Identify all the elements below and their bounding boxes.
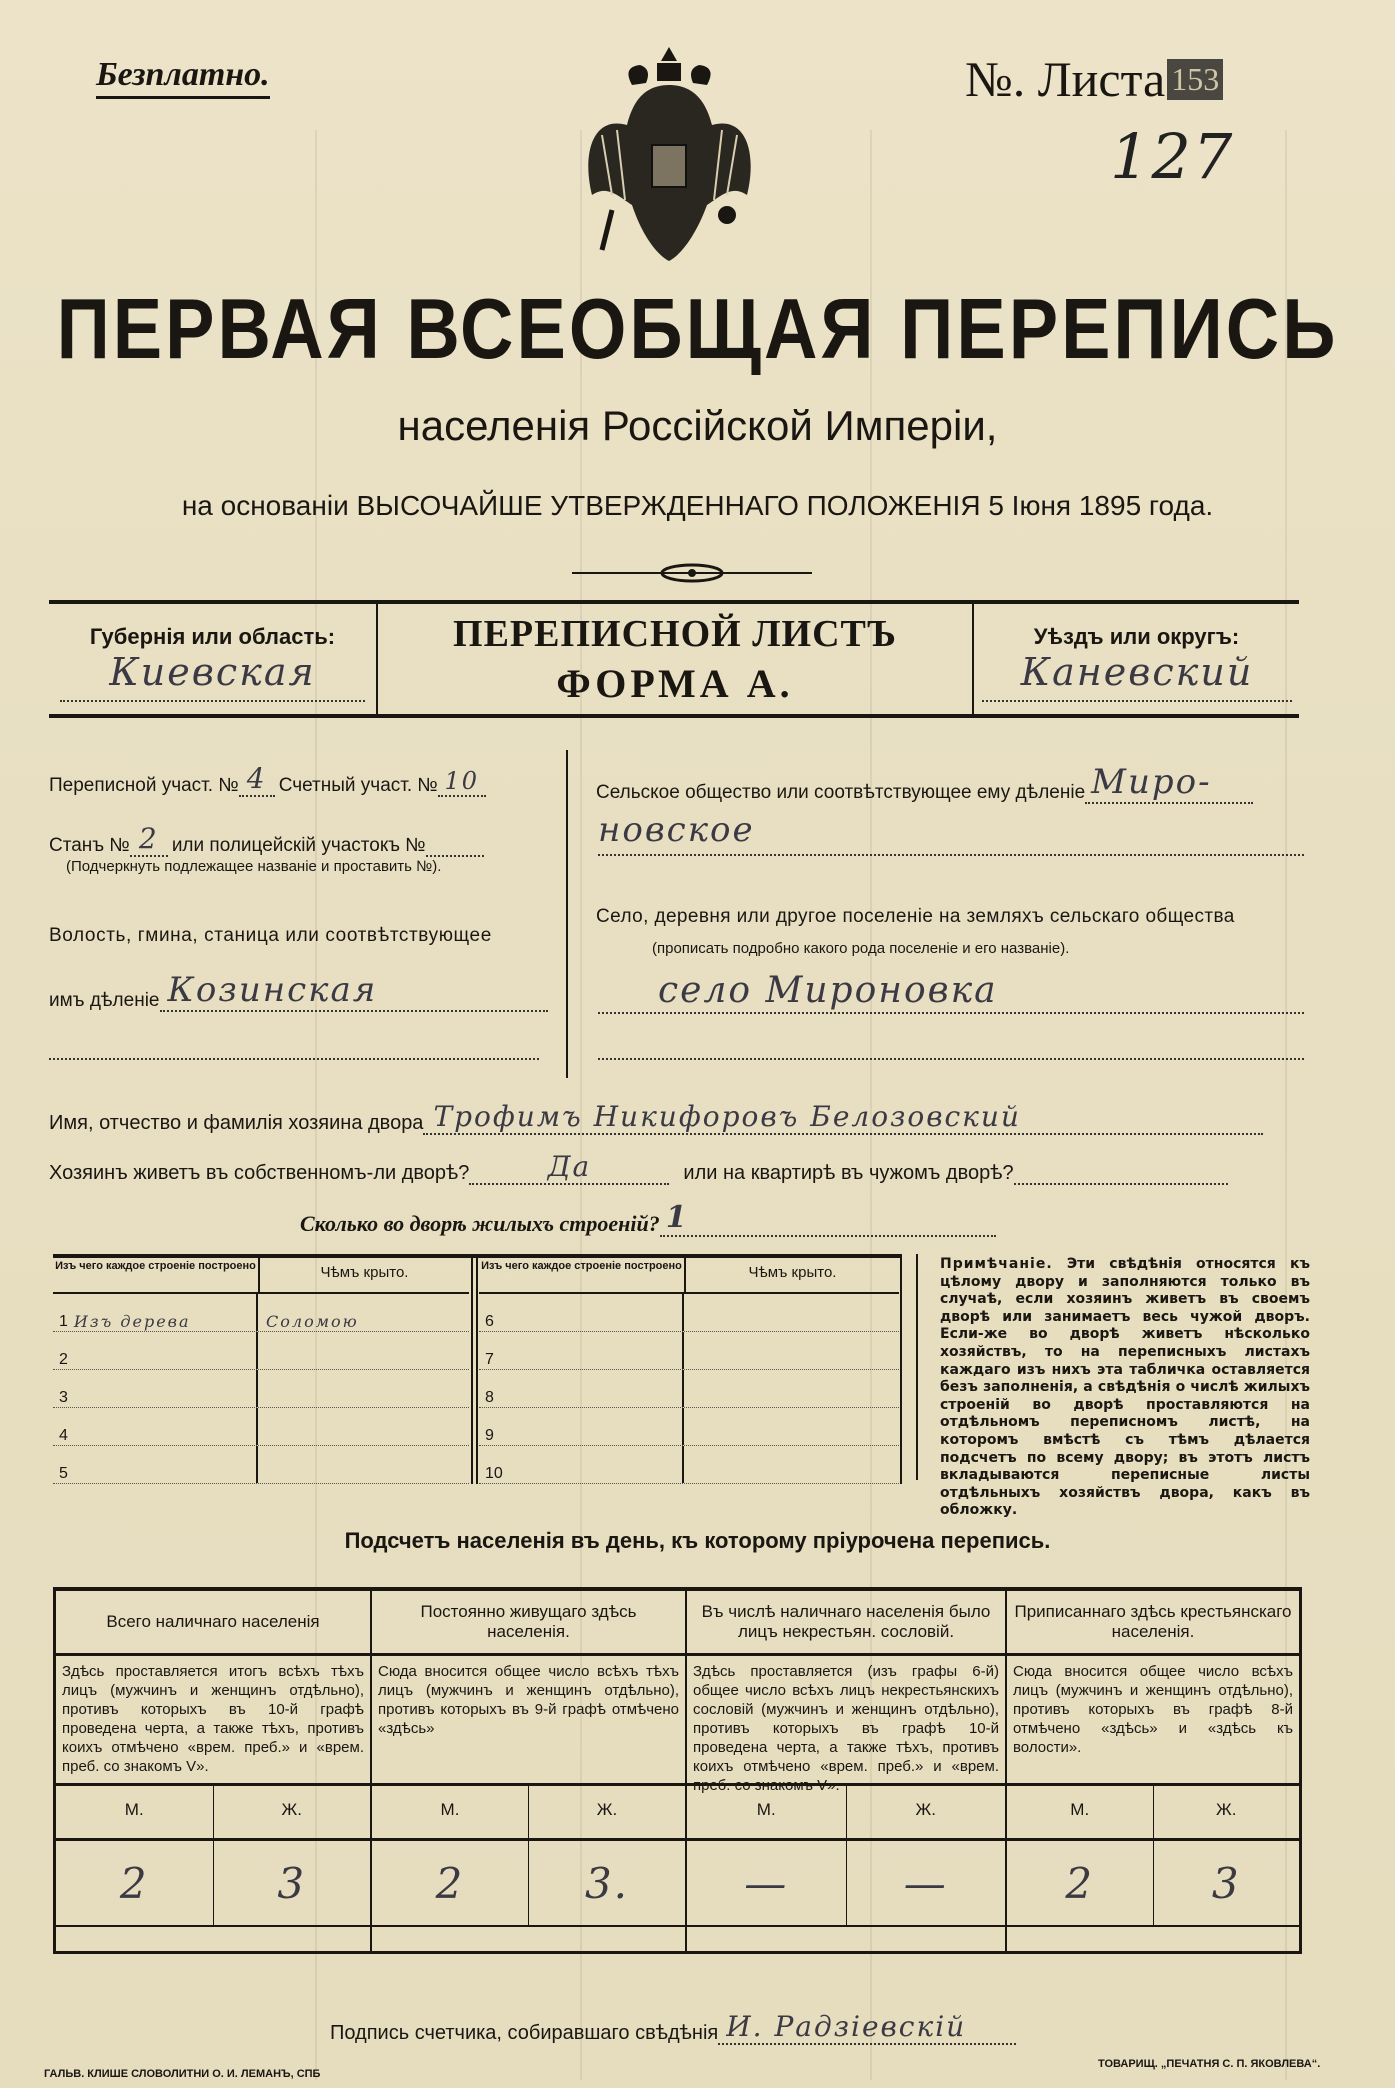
village-note: (прописать подробно какого рода поселеніе и его названіе). [652, 940, 1070, 957]
male-header: М. [1007, 1786, 1154, 1838]
stan-row [49, 822, 484, 857]
stan-note: (Подчеркнуть подлежащее названіе и проставить №). [66, 858, 442, 875]
building-number: 8 [485, 1389, 494, 1406]
census-district-label: Переписной участ. № [49, 775, 239, 796]
building-number: 2 [59, 1351, 68, 1368]
stan-label: Станъ № [49, 835, 130, 856]
printer-right: ТОВАРИЩ. „ПЕЧАТНЯ С. П. ЯКОВЛЕВА“. [1098, 2058, 1321, 2070]
buildings-table [53, 1254, 902, 1484]
buildings-count-field[interactable]: 1 [660, 1200, 996, 1237]
sex-header-row [1007, 1786, 1299, 1841]
population-column-title: Всего наличнаго населенія [56, 1591, 370, 1656]
material-header: Изъ чего каждое строеніе построено [53, 1258, 260, 1292]
blank-line [49, 1058, 539, 1060]
ornament-divider [572, 562, 812, 584]
male-count-field[interactable]: 2 [372, 1841, 529, 1925]
female-count-field[interactable]: 3. [584, 1859, 630, 1908]
female-count-field[interactable]: 3 [1211, 1859, 1241, 1908]
roof-header: Чѣмъ крыто. [320, 1264, 409, 1281]
sex-header-row [687, 1786, 1005, 1841]
sex-header-row [372, 1786, 685, 1841]
form-subtitle: ФОРМА А. [556, 661, 794, 706]
building-row [53, 1408, 469, 1446]
count-row [56, 1841, 370, 1927]
volost-label: Волость, гмина, станица или соотвѣтствующее [49, 925, 492, 946]
population-column-description: Здѣсь проставляется (изъ графы 6-й) общее число всѣхъ лицъ некрестьянскихъ сословій (мужчинъ и женщинъ отдѣльно), противъ которыхъ въ графѣ 10-й проведена черта, а также тѣхъ, противъ коихъ отмѣчено «врем. преб.» и «врем. преб. со знакомъ V». [687, 1656, 1005, 1786]
building-number: 1 [59, 1313, 68, 1330]
note-text: Эти свѣдѣнія относятся къ цѣлому двору и заполняются только въ случаѣ, если хозяинъ живетъ въ своемъ дворѣ или занимаетъ весь чужой дворъ. Если-же во дворѣ живетъ нѣсколько хозяйствъ, то на переписныхъ листахъ каждаго изъ нихъ эта табличка оставляется безъ заполненія, а свѣдѣнія о числѣ жилыхъ строеній во дворѣ проставляются на отдѣльномъ переписномъ листѣ, на которомъ вмѣстѣ съ тѣмъ дѣлается подсчетъ по всему двору; въ этотъ листъ вкладываются переписные листы отдѣльныхъ хозяйствъ двора, какъ въ обложку. [940, 1256, 1311, 1519]
count-row [687, 1841, 1005, 1927]
building-number: 10 [485, 1465, 503, 1482]
count-district-field[interactable]: 10 [438, 767, 486, 797]
owner-label: Имя, отчество и фамилія хозяина двора [49, 1112, 424, 1134]
building-row [479, 1446, 899, 1484]
district-field[interactable]: Каневский [982, 650, 1292, 702]
signature-field[interactable]: И. Радзіевскій [718, 2010, 1016, 2045]
census-district-row [49, 762, 486, 797]
female-header: Ж. [915, 1800, 936, 1819]
buildings-count-row [300, 1200, 996, 1237]
column-divider [566, 750, 568, 1078]
building-row [479, 1408, 899, 1446]
population-column-title: Приписаннаго здѣсь крестьянскаго населенія. [1007, 1591, 1299, 1656]
note-title: Примѣчаніе. [940, 1256, 1053, 1272]
buildings-table-header [479, 1258, 899, 1294]
building-number: 9 [485, 1427, 494, 1444]
free-label: Безплатно. [96, 56, 270, 99]
male-count-field[interactable]: 2 [56, 1841, 214, 1925]
population-table [53, 1587, 1302, 1954]
volost-field[interactable]: Козинская [160, 970, 548, 1012]
sheet-number [965, 50, 1223, 108]
village-label: Село, деревня или другое поселеніе на земляхъ сельскаго общества [596, 906, 1235, 927]
volost-label-2: имъ дѣленіе [49, 990, 160, 1011]
divider [471, 1258, 478, 1484]
divider [972, 600, 974, 718]
building-row [479, 1294, 899, 1332]
female-count-field[interactable]: 3 [277, 1859, 307, 1908]
female-header: Ж. [596, 1800, 618, 1819]
building-number: 4 [59, 1427, 68, 1444]
building-row [53, 1294, 469, 1332]
population-column-description: Сюда вносится общее число всѣхъ лицъ (мужчинъ и женщинъ отдѣльно), противъ которыхъ въ графѣ 8-й отмѣчено «здѣсь» и «здѣсь къ волости». [1007, 1656, 1299, 1786]
population-column-description: Здѣсь проставляется итогъ всѣхъ тѣхъ лицъ (мужчинъ и женщинъ отдѣльно), противъ которыхъ въ 10-й графѣ проведена черта, а также тѣхъ, противъ коихъ отмѣчено «врем. преб.» и «врем. преб. со знакомъ V». [56, 1656, 370, 1786]
printer-left: ГАЛЬВ. КЛИШЕ СЛОВОЛИТНИ О. И. ЛЕМАНЪ, СПБ [44, 2068, 321, 2080]
building-number: 3 [59, 1389, 68, 1406]
form-title: ПЕРЕПИСНОЙ ЛИСТЪ [453, 613, 897, 655]
owner-field[interactable]: Трофимъ Никифоровъ Белозовский [423, 1100, 1263, 1135]
building-number: 5 [59, 1465, 68, 1482]
building-roof-field[interactable]: Соломою [266, 1312, 359, 1331]
count-district-label: Счетный участ. № [278, 775, 438, 796]
population-column [370, 1591, 685, 1951]
document-subtitle: населенія Россійской Имперіи, [397, 402, 998, 449]
own-yard-field[interactable]: Да [469, 1150, 669, 1185]
society-label: Сельское общество или соотвѣтствующее ему дѣленіе [596, 782, 1086, 803]
population-column [56, 1591, 370, 1951]
sheet-number-handwritten: 127 [1110, 120, 1235, 193]
female-count-field[interactable]: — [903, 1859, 948, 1908]
province-field[interactable]: Киевская [60, 650, 365, 702]
society-field[interactable]: Миро- [1085, 762, 1253, 804]
rented-label: или на квартирѣ въ чужомъ дворѣ? [683, 1162, 1014, 1184]
building-row [53, 1446, 469, 1484]
sheet-number-label: №. Листа [965, 51, 1166, 107]
police-field[interactable] [426, 835, 484, 857]
count-row [372, 1841, 685, 1927]
female-header: Ж. [281, 1800, 302, 1819]
sex-header-row [56, 1786, 370, 1841]
building-row [53, 1370, 469, 1408]
building-number: 6 [485, 1313, 494, 1330]
own-yard-label: Хозяинъ живетъ въ собственномъ-ли дворѣ? [49, 1162, 470, 1184]
material-header: Изъ чего каждое строеніе построено [479, 1258, 686, 1292]
note-block [940, 1256, 1310, 1520]
male-header: М. [372, 1786, 529, 1838]
volost-row [49, 970, 548, 1012]
building-row [53, 1332, 469, 1370]
legal-basis: на основаніи ВЫСОЧАЙШЕ УТВЕРЖДЕННАГО ПОЛОЖЕНІЯ 5 Іюня 1895 года. [181, 490, 1214, 521]
building-number: 7 [485, 1351, 494, 1368]
society-row [596, 762, 1253, 804]
village-field[interactable]: село Мироновка [598, 970, 1304, 1014]
male-count-field[interactable]: — [687, 1841, 847, 1925]
divider [49, 600, 1299, 604]
double-headed-eagle-emblem [572, 45, 767, 263]
male-header: М. [56, 1786, 214, 1838]
stan-field[interactable]: 2 [130, 822, 168, 857]
divider [916, 1254, 918, 1480]
district-label: Уѣздъ или округъ: [1033, 624, 1240, 649]
building-row [479, 1370, 899, 1408]
population-column-title: Въ числѣ наличнаго населенія было лицъ некрестьян. сословій. [687, 1591, 1005, 1656]
sheet-number-stamp: 153 [1167, 59, 1223, 100]
male-header: М. [687, 1786, 847, 1838]
residence-row [49, 1150, 1228, 1185]
population-column-description: Сюда вносится общее число всѣхъ тѣхъ лицъ (мужчинъ и женщинъ отдѣльно), противъ которыхъ въ 9-й графѣ отмѣчено «здѣсь» [372, 1656, 685, 1786]
rented-field[interactable] [1014, 1161, 1228, 1185]
province-label: Губернія или область: [89, 624, 336, 649]
population-heading: Подсчетъ населенія въ день, къ которому пріурочена перепись. [344, 1528, 1051, 1553]
building-row [479, 1332, 899, 1370]
count-row [1007, 1841, 1299, 1927]
owner-row [49, 1100, 1263, 1135]
building-material-field[interactable]: Изъ дерева [73, 1312, 191, 1331]
divider [49, 714, 1299, 718]
population-column [1005, 1591, 1299, 1951]
buildings-table-header [53, 1258, 469, 1294]
society-field-continued[interactable]: новское [598, 810, 1304, 856]
signature-row [330, 2010, 1016, 2045]
census-district-field[interactable]: 4 [239, 762, 275, 797]
document-title: ПЕРВАЯ ВСЕОБЩАЯ ПЕРЕПИСЬ [56, 280, 1339, 377]
blank-line [598, 1058, 1304, 1060]
male-count-field[interactable]: 2 [1007, 1841, 1154, 1925]
signature-label: Подпись счетчика, собиравшаго свѣдѣнія [330, 2022, 719, 2044]
population-column [685, 1591, 1005, 1951]
population-column-title: Постоянно живущаго здѣсь населенія. [372, 1591, 685, 1656]
buildings-count-label: Сколько во дворѣ жилыхъ строеній? [300, 1211, 660, 1236]
roof-header: Чѣмъ крыто. [748, 1264, 837, 1281]
female-header: Ж. [1216, 1800, 1237, 1819]
police-label: или полицейскій участокъ № [171, 835, 426, 856]
